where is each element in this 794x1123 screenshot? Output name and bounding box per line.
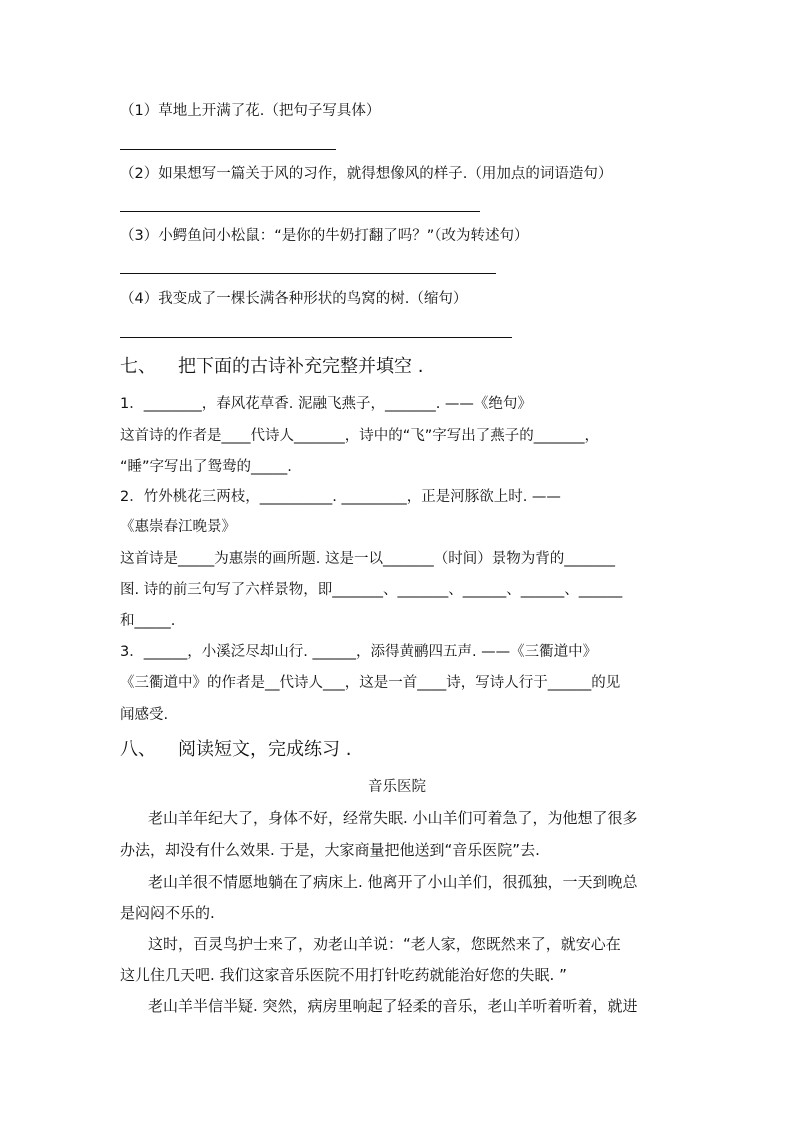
poem2-question-end: 和_____. bbox=[120, 613, 176, 629]
poem2-line: 2．竹外桃花三两枝，__________. _________，正是河豚欲上时. —— bbox=[120, 489, 561, 505]
section-8-number: 八、 bbox=[120, 739, 156, 760]
section-8-heading bbox=[120, 738, 351, 762]
section-7-heading bbox=[120, 355, 423, 379]
answer-line-q1[interactable] bbox=[120, 149, 336, 150]
answer-line-q4[interactable] bbox=[120, 337, 512, 338]
section-8-title: 阅读短文，完成练习 . bbox=[178, 739, 352, 760]
story-paragraph-3: 这时，百灵鸟护士来了，劝老山羊说：“老人家，您既然来了，就安心在 bbox=[148, 935, 621, 953]
poem1-question: 这首诗的作者是____代诗人_______，诗中的“飞”字写出了燕子的_______， bbox=[120, 428, 600, 444]
answer-line-q2[interactable] bbox=[120, 211, 480, 212]
exercise-q2: （2）如果想写一篇关于风的习作，就得想像风的样子.（用加点的词语造句） bbox=[120, 166, 613, 182]
answer-line-q3[interactable] bbox=[120, 273, 496, 274]
exercise-q4: （4）我变成了一棵长满各种形状的鸟窝的树.（缩句） bbox=[120, 291, 468, 307]
poem2-source: 《惠崇春江晚景》 bbox=[120, 519, 236, 535]
poem2-question-cont: 图. 诗的前三句写了六样景物，即_______、_______、______、______、______ bbox=[120, 582, 623, 598]
story-paragraph-1: 老山羊年纪大了，身体不好，经常失眠. 小山羊们可着急了，为他想了很多 bbox=[148, 809, 638, 827]
section-7-title: 把下面的古诗补充完整并填空 . bbox=[178, 356, 424, 377]
poem3-line: 3．______，小溪泛尽却山行. ______，添得黄鹂四五声. ——《三衢道中》 bbox=[120, 644, 598, 660]
poem1-line: 1．________，春风花草香. 泥融飞燕子，_______. ——《绝句》 bbox=[120, 396, 532, 412]
story-paragraph-1-cont: 办法，却没有什么效果. 于是，大家商量把他送到“音乐医院”去. bbox=[120, 841, 540, 859]
story-paragraph-2-cont: 是闷闷不乐的. bbox=[120, 904, 215, 922]
story-paragraph-4: 老山羊半信半疑. 突然，病房里响起了轻柔的音乐，老山羊听着听着，就进 bbox=[148, 997, 638, 1015]
poem3-question-end: 闻感受. bbox=[120, 707, 169, 723]
exercise-q1: （1）草地上开满了花.（把句子写具体） bbox=[120, 103, 381, 119]
section-7-number: 七、 bbox=[120, 356, 156, 377]
poem3-question: 《三衢道中》的作者是__代诗人___，这是一首____诗，写诗人行于______的见 bbox=[120, 675, 621, 691]
story-title: 音乐医院 bbox=[368, 779, 426, 795]
poem1-question-cont: “睡”字写出了鸳鸯的_____. bbox=[120, 459, 292, 475]
exercise-q3: （3）小鳄鱼问小松鼠：“是你的牛奶打翻了吗？”（改为转述句） bbox=[120, 228, 529, 244]
story-paragraph-2: 老山羊很不情愿地躺在了病床上. 他离开了小山羊们，很孤独，一天到晚总 bbox=[148, 873, 638, 891]
story-paragraph-3-cont: 这儿住几天吧. 我们这家音乐医院不用打针吃药就能治好您的失眠. ” bbox=[120, 966, 567, 984]
poem2-question: 这首诗是_____为惠崇的画所题. 这是一以_______（时间）景物为背的_______ bbox=[120, 551, 615, 567]
